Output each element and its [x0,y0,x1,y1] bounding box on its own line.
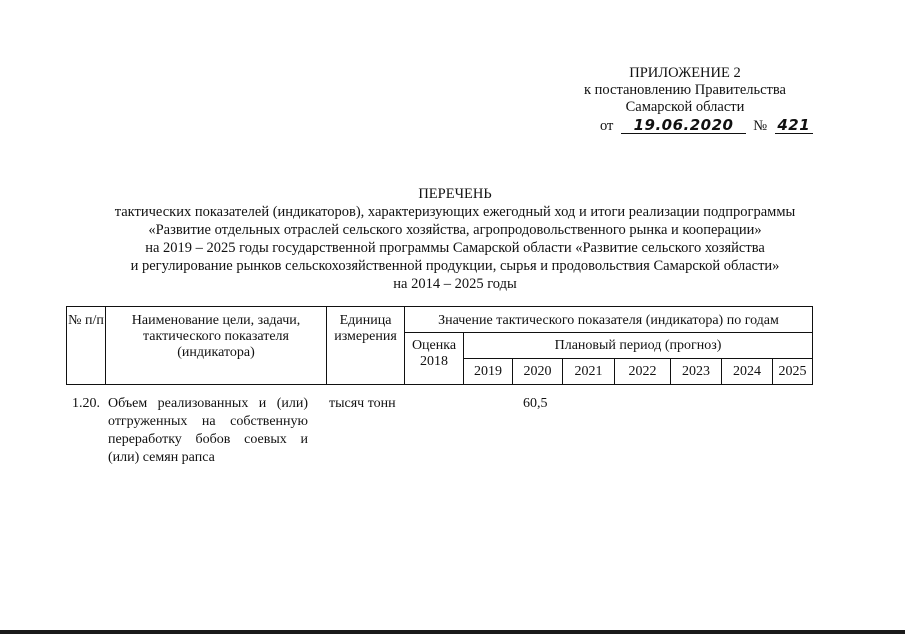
header-plan: Плановый период (прогноз) [464,333,813,359]
heading-line: «Развитие отдельных отраслей сельского хозяйства, агропродовольственного рынка и кооперации» [148,222,762,238]
year-cell: 2019 [464,359,513,385]
heading-title: ПЕРЕЧЕНЬ [418,186,492,202]
year-cell: 2022 [615,359,671,385]
signature-line [600,118,813,135]
row-number: 1.20. [72,396,100,411]
year-cell: 2020 [513,359,563,385]
indicator-table [66,306,813,385]
header-num: № п/п [67,307,106,385]
header-name: Наименование цели, задачи, тактического показателя (индикатора) [106,307,327,385]
appendix-line: к постановлению Правительства [584,82,786,98]
year-cell: 2024 [722,359,773,385]
row-value-2020: 60,5 [523,396,548,411]
handwritten-date: 19.06.2020 [621,118,746,134]
appendix-header [560,65,810,116]
heading-line: и регулирование рынков сельскохозяйственной продукции, сырья и продовольствия Самарской области» [130,258,780,274]
page-bottom-edge [0,630,905,634]
appendix-line: Самарской области [625,99,745,115]
heading-line: тактических показателей (индикаторов), характеризующих ежегодный ход и итоги реализации подпрограммы [114,204,796,220]
handwritten-number: 421 [775,118,813,134]
date-prefix: от [600,118,614,134]
heading-line: на 2014 – 2025 годы [393,276,517,292]
year-cell: 2021 [563,359,615,385]
header-values: Значение тактического показателя (индикатора) по годам [405,307,813,333]
number-prefix: № [753,118,768,134]
document-heading [60,185,850,293]
row-name: Объем реализованных и (или) отгруженных на собственную переработку бобов соевых и (или) семян рапса [108,396,308,465]
year-cell: 2025 [773,359,813,385]
year-cell: 2023 [671,359,722,385]
header-estimate: Оценка 2018 [405,333,464,385]
appendix-title: ПРИЛОЖЕНИЕ 2 [629,65,741,81]
header-unit: Единица измерения [327,307,405,385]
heading-line: на 2019 – 2025 годы государственной программы Самарской области «Развитие сельского хозяйства [145,240,765,256]
row-unit: тысяч тонн [329,396,396,411]
